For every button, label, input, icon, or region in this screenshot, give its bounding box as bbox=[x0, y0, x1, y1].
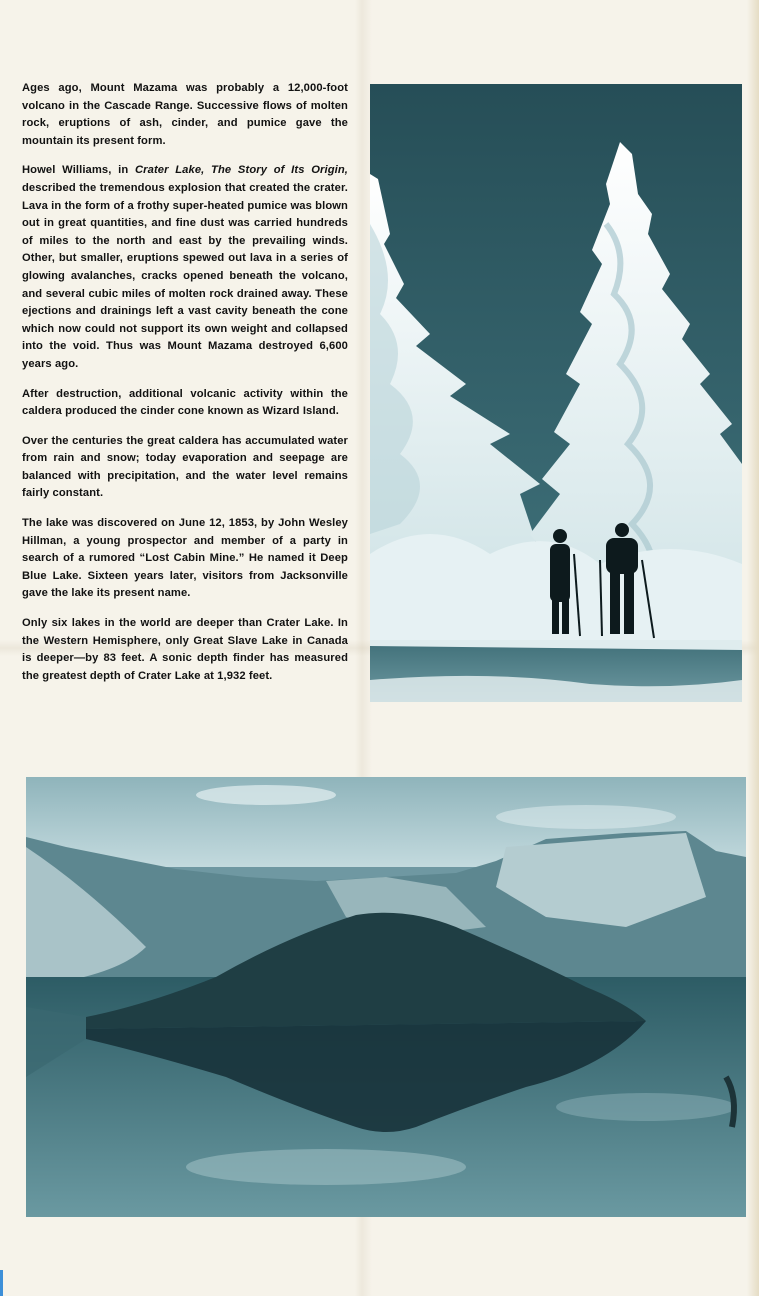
scan-edge-mark bbox=[0, 1270, 3, 1296]
paragraph-2-body: described the tremendous explosion that created the crater. Lava in the form of a frothy super-heated pumice was blown out in great quantities, and fine dust was carried hundreds of miles to the north and east by the prevailing winds. Other, but smaller, eruptions spewed out lava in a series of glowing avalanches, cracks opened beneath the volcano, and several cubic miles of molten rock drained away. These ejections and drainings left a vast cavity beneath the cone which now could not support its own weight and collapsed into the void. Thus was Mount Mazama destroyed 6,600 years ago. bbox=[22, 181, 348, 370]
snow-trees-photo bbox=[370, 84, 742, 702]
paragraph-3: After destruction, additional volcanic activity within the caldera produced the cinder cone known as Wizard Island. bbox=[22, 387, 348, 418]
page-edge bbox=[747, 0, 759, 1296]
article-text-column bbox=[22, 80, 348, 697]
book-title: Crater Lake, The Story of Its Origin, bbox=[134, 164, 348, 177]
paragraph-2-intro: Howel Williams, in bbox=[22, 164, 135, 177]
paragraph-1: Ages ago, Mount Mazama was probably a 12,000-foot volcano in the Cascade Range. Successive flows of molten rock, eruptions of ash, cinder, and pumice gave the mountain its present form. bbox=[22, 82, 348, 147]
paragraph-2 bbox=[22, 162, 348, 373]
paragraph-4: Over the centuries the great caldera has accumulated water from rain and snow; today evaporation and seepage are balanced with precipitation, and the water level remains fairly constant. bbox=[22, 434, 348, 500]
crater-lake-illustration bbox=[26, 777, 746, 1217]
crater-lake-photo bbox=[26, 777, 746, 1217]
snow-trees-illustration bbox=[370, 84, 742, 702]
paragraph-6: Only six lakes in the world are deeper than Crater Lake. In the Western Hemisphere, only Great Slave Lake in Canada is deeper—by 83 feet. A sonic depth finder has measured the greatest depth of Crater Lake at 1,932 feet. bbox=[22, 617, 348, 682]
paragraph-5: The lake was discovered on June 12, 1853, by John Wesley Hillman, a young prospector and member of a party in search of a rumored “Lost Cabin Mine.” He named it Deep Blue Lake. Sixteen years later, visitors from Jacksonville gave the lake its present name. bbox=[22, 517, 348, 600]
